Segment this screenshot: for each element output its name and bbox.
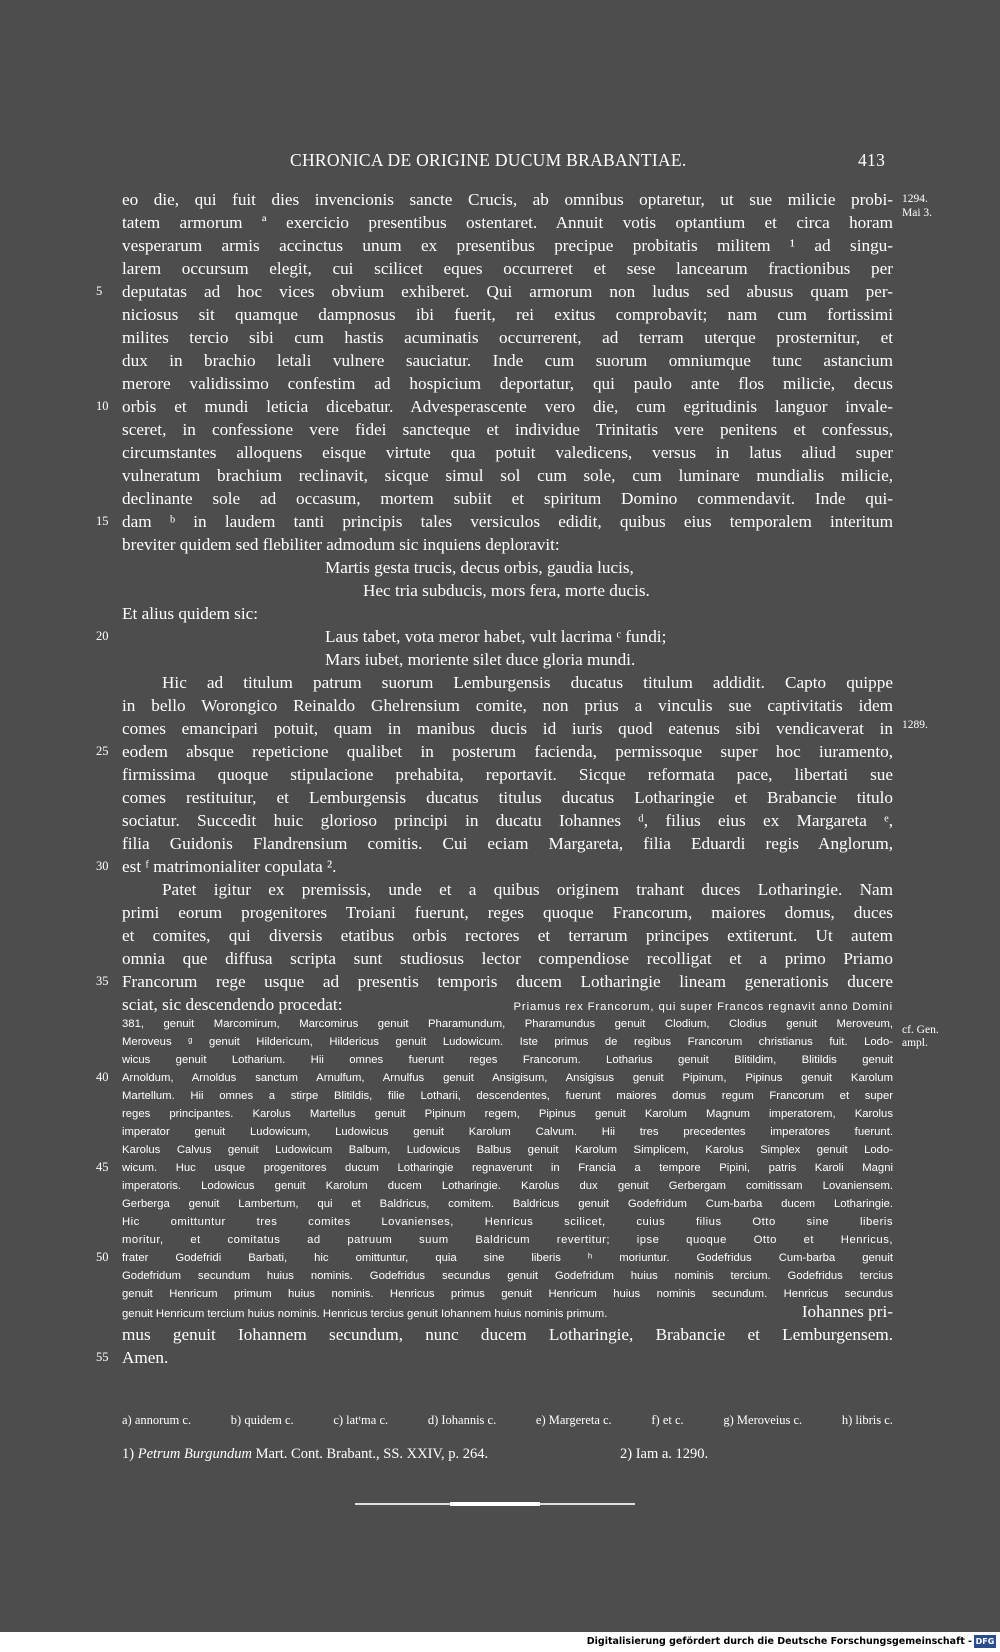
- text-line: Amen.: [122, 1348, 169, 1367]
- small-text-line: genuit Henricum primum huius nominis. Henricus primus genuit Henricum huius nominis secundum. Henricus secundus: [122, 1288, 893, 1300]
- small-text-line: Hic omittuntur tres comites Lovanienses, Henricus scilicet, cuius filius Otto sine liberis: [122, 1216, 893, 1228]
- small-text-line: Arnoldum, Arnoldus sanctum Arnulfum, Arnulfus genuit Ansigisum, Ansigisus genuit Pipinum, Pipinus genuit Karolum: [122, 1072, 893, 1084]
- footer-bar: [0, 1632, 1000, 1652]
- small-text-segment: Priamus rex Francorum, qui super Francos regnavit anno Domini: [513, 1001, 893, 1013]
- small-text-line: Karolus Calvus genuit Ludowicum Balbum, Ludowicus Balbus genuit Karolum Simplicem, Karolus Simplex genuit Lodo-: [122, 1144, 893, 1156]
- text-line: tatem armorum ª exercicio presentibus ostentaret. Annuit votis optantium et circa horam: [122, 213, 893, 232]
- text-line: sceret, in confessione vere fidei sancteque et individue Trinitatis vere penitens et confessus,: [122, 420, 893, 439]
- variant-note: e) Margereta c.: [535, 1413, 612, 1427]
- text-line: omnia que diffusa scripta sunt studiosus lector compendiose recolligat et a primo Priamo: [122, 949, 893, 968]
- dfg-logo-icon: DFG: [975, 1637, 995, 1646]
- text-line: comes emancipari potuit, quam in manibus ducis id iuris quod eatenus sibi vendicaverat in: [122, 719, 893, 738]
- page-number: 413: [858, 150, 886, 170]
- text-segment: Iohannes pri-: [801, 1302, 893, 1321]
- end-rule-ornament: [450, 1502, 540, 1506]
- line-number: 20: [96, 629, 109, 643]
- text-line: eodem absque repeticione qualibet in posterum facienda, permissoque super hoc iuramento,: [122, 742, 893, 761]
- footnote: 2) Iam a. 1290.: [620, 1446, 709, 1462]
- text-line: dux in brachio letali vulnere sauciatur. Inde cum suorum omniumque tunc astancium: [122, 351, 893, 370]
- text-line: dam ᵇ in laudem tanti principis tales versiculos edidit, quibus eius temporalem interitum: [122, 512, 893, 531]
- variant-note: g) Meroveius c.: [723, 1413, 803, 1427]
- small-text-line: imperatoris. Lodowicus genuit Karolum ducem Lotharingie. Karolus dux genuit Gerbergam comitissam Lovaniensem.: [122, 1180, 893, 1192]
- text-line: est ᶠ matrimonialiter copulata ².: [122, 857, 337, 876]
- text-line: et comites, qui diversis etatibus orbis rectores et terrarum principes extiterunt. Ut autem: [122, 926, 893, 945]
- small-text-line: wicum. Huc usque progenitores ducum Lotharingie regnaverunt in Francia a tempore Pipini, patris Karoli Magni: [122, 1162, 893, 1174]
- text-line: Francorum rege usque ad presentis temporis ducem Lotharingie lineam generationis ducere: [122, 972, 893, 991]
- text-line: orbis et mundi leticia dicebatur. Advesperascente vero die, cum egritudinis languor invale-: [122, 397, 893, 416]
- small-text-line: Martellum. Hii omnes a stirpe Blitildis, filie Lotharii, descendentes, fuerunt maiores domus regum Francorum et super: [122, 1090, 893, 1102]
- text-line: primi eorum progenitores Troiani fuerunt, reges quoque Francorum, maiores domus, duces: [122, 903, 893, 922]
- small-text-line: wicus genuit Lotharium. Hii omnes fuerunt reges Francorum. Lotharius genuit Blitildim, Blitildis genuit: [122, 1054, 893, 1066]
- margin-date: 1294.: [902, 193, 928, 205]
- margin-date: Mai 3.: [902, 207, 933, 219]
- small-text-line: 381, genuit Marcomirum, Marcomirus genuit Pharamundum, Pharamundus genuit Clodium, Clodius genuit Meroveum,: [122, 1018, 893, 1030]
- line-number: 55: [96, 1350, 109, 1364]
- text-line: mus genuit Iohannem secundum, nunc ducem Lotharingie, Brabancie et Lemburgensem.: [122, 1325, 893, 1344]
- verse-line: Mars iubet, moriente silet duce gloria mundi.: [325, 650, 636, 669]
- text-line: niciosus sit quamque dampnosus ibi fuerit, rei exitus comprobavit; nam cum fortissimi: [122, 305, 893, 324]
- footnote-marker: 1): [122, 1446, 135, 1462]
- text-line: merore validissimo confestim ad hospicium deportatur, qui paulo ante flos milicie, decus: [122, 374, 893, 393]
- text-line: declinante sole ad occasum, mortem subiit et spiritum Domino commendavit. Inde qui-: [122, 489, 893, 508]
- line-number: 25: [96, 744, 109, 758]
- variant-note: h) libris c.: [841, 1413, 893, 1427]
- margin-reference: cf. Gen.: [902, 1024, 939, 1036]
- running-header-title: CHRONICA DE ORIGINE DUCUM BRABANTIAE.: [290, 150, 687, 170]
- text-line: Et alius quidem sic:: [122, 604, 259, 623]
- margin-date: 1289.: [902, 719, 928, 731]
- small-text-line: Gerberga genuit Lambertum, qui et Baldricus, comitem. Baldricus genuit Godefridum Cum-barba ducem Lotharingie.: [122, 1198, 893, 1210]
- small-text-segment: genuit Henricum tercium huius nominis. Henricus tercius genuit Iohannem huius nominis primum.: [122, 1308, 608, 1320]
- text-line: filia Guidonis Flandrensium comitis. Cui eciam Margareta, filia Eduardi regis Anglorum,: [122, 834, 893, 853]
- text-line: in bello Worongico Reinaldo Ghelrensium comite, non prius a vinculis sue captivitatis idem: [122, 696, 893, 715]
- verse-line: Martis gesta trucis, decus orbis, gaudia lucis,: [325, 558, 634, 577]
- variant-note: f) et c.: [651, 1413, 684, 1427]
- small-text-line: Godefridum secundum huius nominis. Godefridus secundus genuit Godefridum huius nominis tercium. Godefridus tercius: [122, 1270, 893, 1282]
- text-line: eo die, qui fuit dies invencionis sancte Crucis, ab omnibus optaretur, ut sue milicie probi-: [122, 190, 893, 209]
- line-number: 5: [96, 284, 103, 298]
- small-text-line: Meroveus ᵍ genuit Hildericum, Hildericus genuit Ludowicum. Iste primus de regibus Francorum christianus fuit. Lodo-: [122, 1036, 893, 1048]
- line-number: 45: [96, 1160, 109, 1174]
- footnote-text: Mart. Cont. Brabant., SS. XXIV, p. 264.: [255, 1446, 489, 1462]
- line-number: 30: [96, 859, 109, 873]
- text-line: milites tercio sibi cum hastis acuminatis occurrerent, ad terram uterque prosternitur, et: [122, 328, 893, 347]
- text-line: deputatas ad hoc vices obvium exhiberet. Qui armorum non ludus sed abusus quam per-: [122, 282, 893, 301]
- line-number: 10: [96, 399, 109, 413]
- small-text-line: reges principantes. Karolus Martellus genuit Pipinum regem, Pipinus genuit Karolum Magnum imperatorem, Karolus: [122, 1108, 893, 1120]
- variant-note: b) quidem c.: [230, 1413, 294, 1427]
- text-line: sociatur. Succedit huic glorioso principi in ducatu Iohannes ᵈ, filius eius ex Margareta ᵉ,: [122, 811, 893, 830]
- small-text-line: moritur, et comitatus ad patruum suum Baldricum revertitur; ipse quoque Otto et Henricus,: [122, 1234, 893, 1246]
- line-number: 15: [96, 514, 109, 528]
- variant-note: a) annorum c.: [122, 1413, 192, 1427]
- verse-line: Laus tabet, vota meror habet, vult lacrima ᶜ fundi;: [325, 627, 667, 646]
- text-line: comes restituitur, et Lemburgensis ducatus titulus ducatus Lotharingie et Brabancie titulo: [122, 788, 893, 807]
- small-text-line: frater Godefridi Barbati, hic omittuntur, quia sine liberis ʰ moriuntur. Godefridus Cum-barba genuit: [122, 1252, 893, 1264]
- line-number: 35: [96, 974, 109, 988]
- text-line: vulneratum brachium reclinavit, sicque simul sol cum sole, cum luminare mundialis milicie,: [122, 466, 893, 485]
- text-line: larem occursum elegit, cui scilicet eques occurreret et sese lancearum fractionibus per: [122, 259, 893, 278]
- text-segment: sciat, sic descendendo procedat:: [122, 995, 343, 1014]
- text-line: Patet igitur ex premissis, unde et a quibus originem trahant duces Lotharingie. Nam: [162, 880, 893, 899]
- footnote: [122, 1446, 488, 1463]
- line-number: 40: [96, 1070, 109, 1084]
- text-line: breviter quidem sed flebiliter admodum sic inquiens deploravit:: [122, 535, 560, 554]
- text-line: firmissima quoque stipulacione prehabita, reportavit. Sicque reformata pace, libertati sue: [122, 765, 893, 784]
- line-number: 50: [96, 1250, 109, 1264]
- text-line: circumstantes alloquens eisque virtute qua potuit valedicens, versus in latus aliud super: [122, 443, 893, 462]
- text-line: Hic ad titulum patrum suorum Lemburgensis ducatus titulum addidit. Capto quippe: [162, 673, 893, 692]
- margin-reference: ampl.: [902, 1037, 928, 1049]
- footnote-author: Petrum Burgundum: [137, 1446, 252, 1462]
- variant-note: c) latᵗma c.: [333, 1413, 389, 1427]
- verse-line: Hec tria subducis, mors fera, morte ducis.: [363, 581, 650, 600]
- text-line: vesperarum armis accinctus unum ex presentibus precipue probitatis militem ¹ ad singu-: [122, 236, 893, 255]
- variant-note: d) Iohannis c.: [427, 1413, 497, 1427]
- mixed-text-line: [122, 1301, 893, 1325]
- small-text-line: imperator genuit Ludowicum, Ludowicus genuit Karolum Calvum. Hii tres precedentes imperatores fuerunt.: [122, 1126, 893, 1138]
- variant-apparatus: [122, 1413, 893, 1428]
- funding-notice: Digitalisierung gefördert durch die Deutsche Forschungsgemeinschaft -: [586, 1636, 972, 1647]
